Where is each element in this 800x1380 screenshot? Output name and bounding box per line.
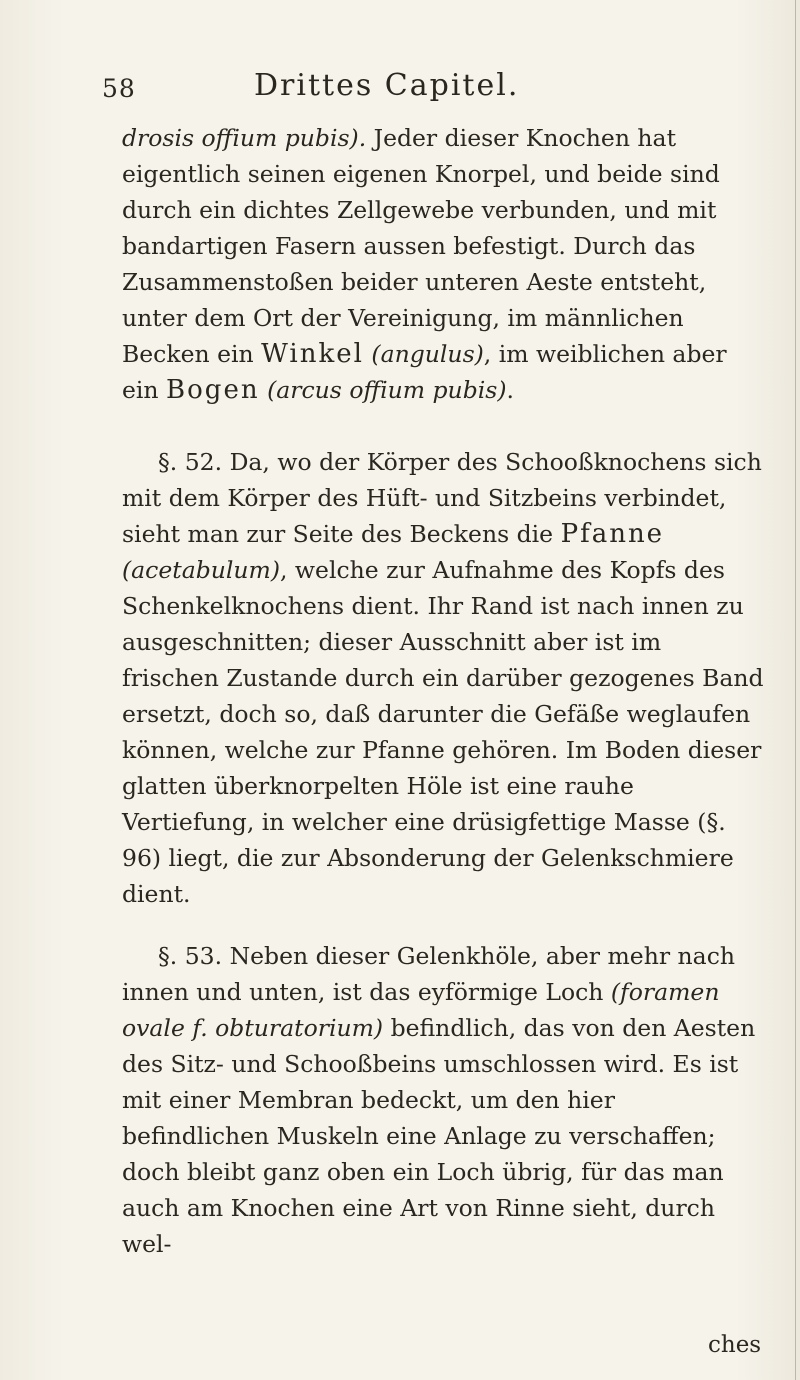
page-edge [795, 0, 796, 1380]
term-bogen: Bogen [166, 375, 260, 405]
paragraph-2 [122, 444, 764, 912]
page-number: 58 [102, 74, 136, 103]
paragraph-3 [122, 938, 764, 1262]
running-head: Drittes Capitel. [254, 68, 520, 103]
section-52: §. 52. [158, 448, 223, 476]
paragraph-3-text-a: Neben dieser Gelenkhöle, aber mehr nach innen und unten, ist das eyförmige Loch [122, 942, 735, 1006]
term-pfanne: Pfanne [560, 519, 665, 549]
paragraph-2-text-b: , welche zur Aufnahme des Kopfs des Schenkelknochens dient. Ihr Rand ist nach innen zu ausgeschnitten; dieser Ausschnitt aber ist im frischen Zustande durch ein darüber gezogenes Band ersetzt, doch so, daß darunter die Gefäße weglaufen können, welche zur Pfanne gehören. Im Boden dieser glatten überknorpelten Höle ist eine rauhe Vertiefung, in welcher eine drüsigfettige Masse (§. 96) liegt, die zur Absonderung der Gelenkschmiere dient. [122, 556, 764, 908]
paragraph-1-end: . [506, 376, 514, 404]
body-text [122, 120, 764, 1262]
latin-arcus: (arcus offium pubis) [267, 376, 507, 404]
page-header [102, 68, 702, 108]
term-winkel: Winkel [261, 339, 364, 369]
section-53: §. 53. [158, 942, 223, 970]
paragraph-1-text-b: , im weiblichen aber ein [122, 340, 727, 404]
paragraph-1 [122, 120, 764, 408]
latin-angulus: (angulus) [371, 340, 484, 368]
latin-acetabulum: (acetabulum) [122, 556, 280, 584]
paragraph-2-text-a: Da, wo der Körper des Schooßknochens sich mit dem Körper des Hüft- und Sitzbeins verbindet, sieht man zur Seite des Beckens die [122, 448, 762, 548]
catchword: ches [708, 1332, 762, 1358]
paragraph-1-text-a: Jeder dieser Knochen hat eigentlich seinen eigenen Knorpel, und beide sind durch ein dichtes Zellgewebe verbunden, und mit bandartigen Fasern aussen befestigt. Durch das Zusammenstoßen beider unteren Aeste entsteht, unter dem Ort der Vereinigung, im männlichen Becken ein [122, 124, 720, 368]
latin-lead: drosis offium pubis). [122, 124, 367, 152]
latin-foramen-ovale: (foramen ovale f. obturatorium) [122, 978, 720, 1042]
paragraph-3-text-b: befindlich, das von den Aesten des Sitz- und Schooßbeins umschlossen wird. Es ist mit einer Membran bedeckt, um den hier befindlichen Muskeln eine Anlage zu verschaffen; doch bleibt ganz oben ein Loch übrig, für das man auch am Knochen eine Art von Rinne sieht, durch wel- [122, 1014, 756, 1258]
